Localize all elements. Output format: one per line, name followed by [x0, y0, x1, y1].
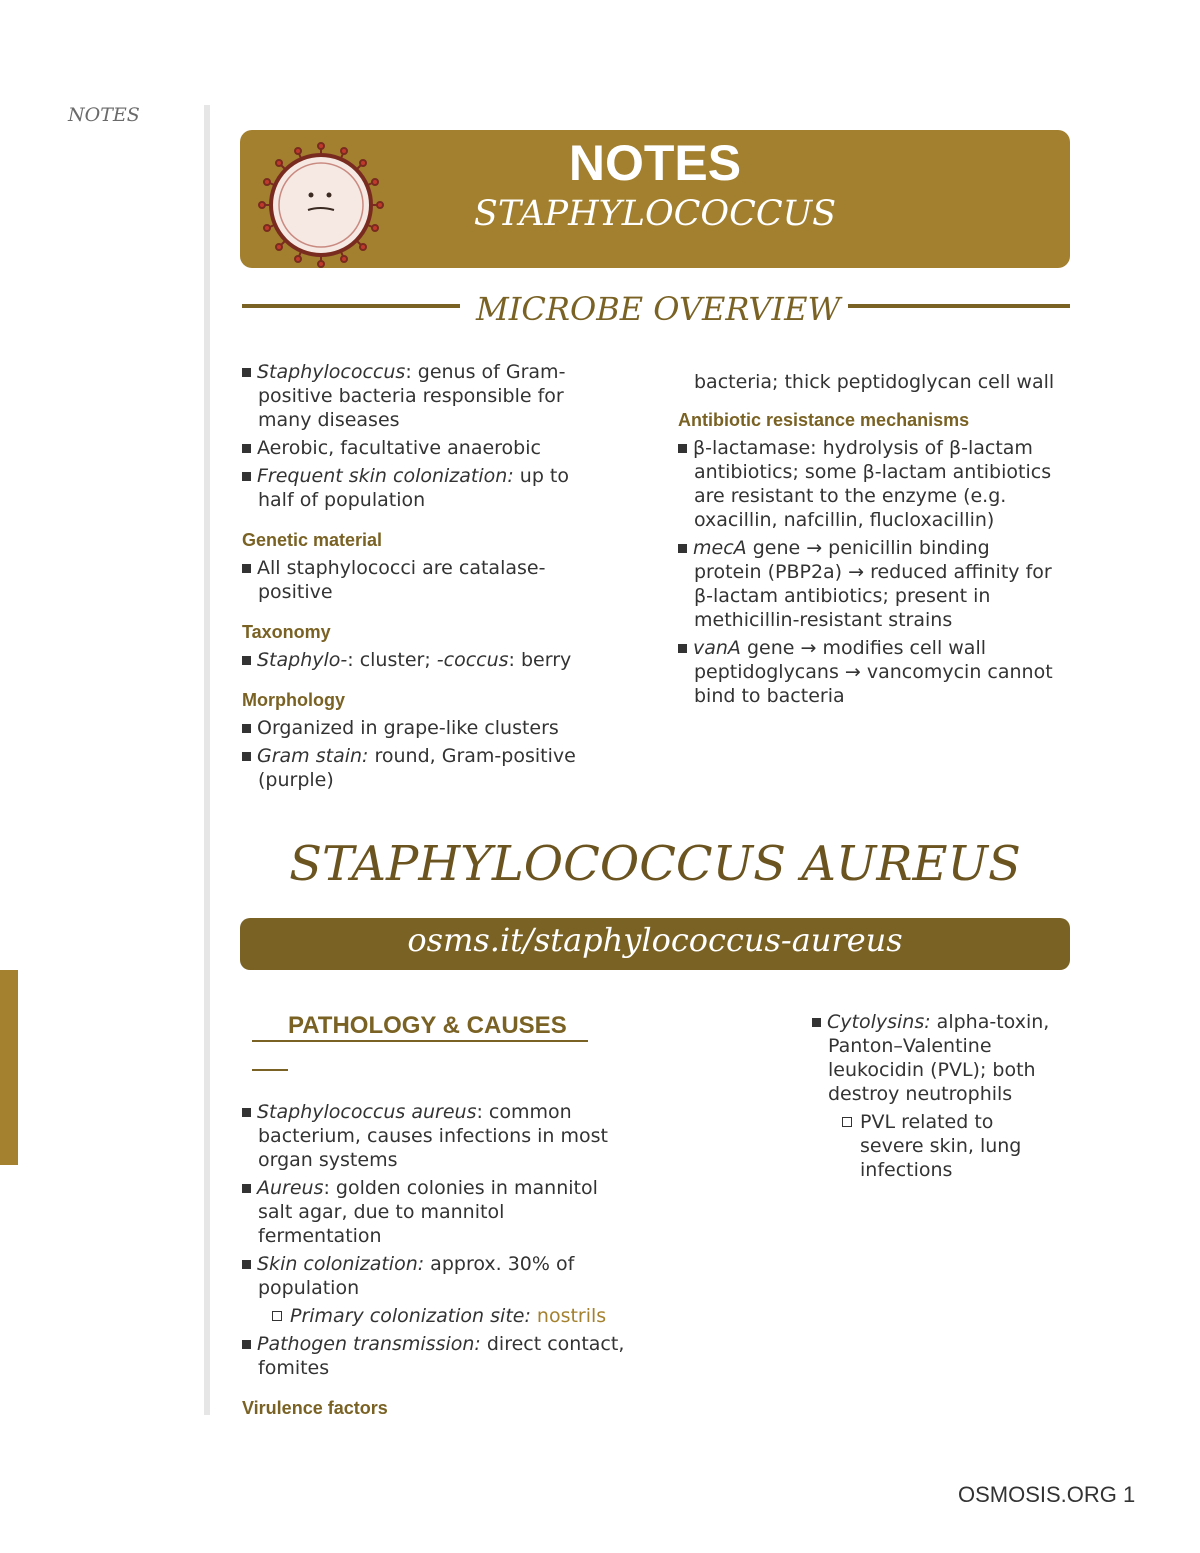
- list-item: β-lactamase: hydrolysis of β-lactam antibiotics; some β-lactam antibiotics are resistant to the enzyme (e.g. oxacillin, nafcillin, flucloxacillin): [678, 436, 1058, 532]
- heading-underline-short: [252, 1069, 288, 1071]
- heading-underline: [252, 1040, 588, 1042]
- bullet-square-icon: [242, 1184, 251, 1193]
- header-subtitle: STAPHYLOCOCCUS: [473, 194, 837, 234]
- side-tab: [0, 970, 18, 1165]
- morphology-heading: Morphology: [242, 690, 345, 710]
- bullet-square-icon: [242, 656, 251, 665]
- continued-text: bacteria; thick peptidoglycan cell wall: [694, 371, 1055, 393]
- list-item: Staphylococcus aureus: common bacterium, causes infections in most organ systems: [242, 1100, 632, 1172]
- list-item: Gram stain: round, Gram-positive (purple): [242, 744, 602, 792]
- list-item: All staphylococci are catalase-positive: [242, 556, 602, 604]
- genetic-material-heading: Genetic material: [242, 530, 383, 550]
- overview-left-column: [242, 360, 602, 796]
- list-item: Staphylo-: cluster; -coccus: berry: [242, 648, 602, 672]
- bullet-square-icon: [242, 1340, 251, 1349]
- list-item: Organized in grape-like clusters: [242, 716, 602, 740]
- list-item: mecA gene → penicillin binding protein (PBP2a) → reduced affinity for β-lactam antibiotics; present in methicillin-resistant strains: [678, 536, 1058, 632]
- list-item: vanA gene → modifies cell wall peptidoglycans → vancomycin cannot bind to bacteria: [678, 636, 1058, 708]
- microbe-overview-heading: MICROBE OVERVIEW: [476, 290, 841, 328]
- antibiotic-resistance-heading: Antibiotic resistance mechanisms: [678, 410, 970, 430]
- bullet-square-icon: [242, 368, 251, 377]
- header-title: NOTES: [568, 135, 742, 191]
- url-link[interactable]: osms.it/staphylococcus-aureus: [407, 921, 903, 959]
- list-item: Aerobic, facultative anaerobic: [242, 436, 602, 460]
- virulence-factors-heading: Virulence factors: [242, 1398, 388, 1418]
- list-item: Pathogen transmission: direct contact, fomites: [242, 1332, 632, 1380]
- list-item: Frequent skin colonization: up to half of population: [242, 464, 602, 512]
- bullet-square-icon: [242, 752, 251, 761]
- bullet-square-icon: [242, 1260, 251, 1269]
- pathology-right-column: [812, 1010, 1062, 1186]
- bullet-square-icon: [242, 564, 251, 573]
- bullet-square-icon: [678, 644, 687, 653]
- pathology-left-column: [242, 1100, 632, 1424]
- margin-rule: [204, 105, 210, 1415]
- taxonomy-heading: Taxonomy: [242, 622, 331, 642]
- list-item: Aureus: golden colonies in mannitol salt agar, due to mannitol fermentation: [242, 1176, 632, 1248]
- section-rule-right: [848, 304, 1070, 308]
- bullet-square-icon: [242, 724, 251, 733]
- list-item: Cytolysins: alpha-toxin, Panton–Valentine leukocidin (PVL); both destroy neutrophils: [812, 1010, 1062, 1106]
- bullet-square-icon: [242, 444, 251, 453]
- sub-list-item: Primary colonization site: nostrils: [242, 1304, 632, 1328]
- pathology-causes-heading: PATHOLOGY & CAUSES: [288, 1012, 567, 1039]
- overview-right-column: [678, 370, 1058, 712]
- bullet-square-icon: [678, 544, 687, 553]
- bullet-square-icon: [678, 444, 687, 453]
- margin-notes-label: NOTES: [68, 104, 140, 126]
- bullet-square-icon: [242, 1108, 251, 1117]
- sub-list-item: PVL related to severe skin, lung infections: [812, 1110, 1062, 1182]
- bullet-hollow-square-icon: [272, 1311, 282, 1321]
- aureus-title: STAPHYLOCOCCUS AUREUS: [289, 836, 1021, 892]
- bullet-hollow-square-icon: [842, 1117, 852, 1127]
- section-rule-left: [242, 304, 460, 308]
- page-footer: OSMOSIS.ORG 1: [958, 1482, 1136, 1507]
- list-item: Staphylococcus: genus of Gram-positive bacteria responsible for many diseases: [242, 360, 602, 432]
- bullet-square-icon: [812, 1018, 821, 1027]
- list-item: Skin colonization: approx. 30% of population: [242, 1252, 632, 1300]
- bullet-square-icon: [242, 472, 251, 481]
